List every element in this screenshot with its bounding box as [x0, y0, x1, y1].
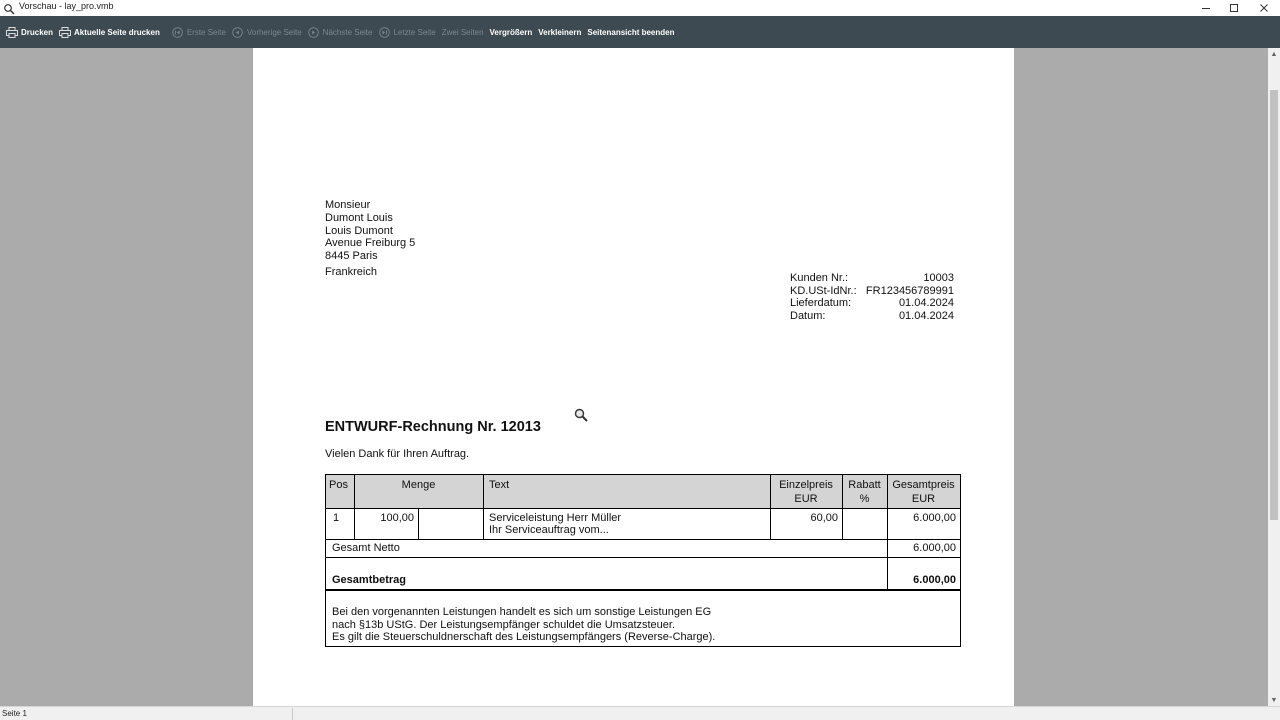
two-pages-button[interactable] — [442, 28, 484, 37]
maximize-icon — [1229, 3, 1239, 13]
row-divider — [326, 557, 960, 558]
row-qty: 100,00 — [380, 512, 414, 524]
row-divider — [326, 539, 960, 540]
status-bar — [0, 706, 1280, 720]
gross-total-value: 6.000,00 — [913, 574, 956, 586]
last-page-icon — [378, 26, 390, 38]
print-current-label: Aktuelle Seite drucken — [74, 27, 160, 37]
address-line: Dumont Louis — [325, 211, 393, 224]
scroll-up-icon[interactable]: ▲ — [1270, 50, 1278, 58]
row-text-line1: Serviceleistung Herr Müller — [489, 512, 622, 524]
printer-icon — [6, 26, 18, 38]
first-page-icon — [172, 26, 184, 38]
next-page-button[interactable] — [308, 26, 373, 38]
reverse-charge-note — [332, 606, 715, 644]
vertical-scrollbar[interactable] — [1268, 48, 1280, 706]
next-page-icon — [308, 26, 320, 38]
next-page-label: Nächste Seite — [322, 27, 373, 37]
maximize-button[interactable] — [1218, 0, 1250, 16]
note-line: nach §13b UStG. Der Leistungsempfänger schuldet die Umsatzsteuer. — [332, 618, 676, 631]
print-label: Drucken — [21, 27, 54, 37]
column-divider — [418, 509, 419, 539]
header-discount: Rabatt — [848, 479, 881, 491]
previous-page-button[interactable] — [232, 26, 302, 38]
date-label: Datum: — [790, 309, 826, 322]
recipient-address — [325, 199, 415, 279]
meta-row-customer — [790, 272, 954, 285]
header-pos: Pos — [329, 479, 348, 491]
printer-icon — [59, 26, 71, 38]
row-unit-price: 60,00 — [810, 512, 838, 524]
zoom-in-button[interactable] — [490, 28, 533, 37]
customer-no-value: 10003 — [923, 272, 954, 284]
net-total-label: Gesamt Netto — [332, 542, 400, 554]
invoice-meta — [790, 272, 954, 322]
close-preview-label: Seitenansicht beenden — [587, 27, 675, 37]
date-value: 01.04.2024 — [898, 309, 954, 322]
preview-app-icon — [3, 2, 15, 14]
address-salutation: Monsieur — [325, 199, 371, 211]
close-icon — [1259, 3, 1269, 13]
row-divider — [326, 589, 960, 591]
zoom-out-label: Verkleinern — [538, 27, 582, 37]
magnifier-cursor-icon — [574, 408, 588, 422]
previous-page-label: Vorherige Seite — [246, 27, 302, 37]
vat-id-label: KD.USt-IdNr.: — [790, 284, 857, 297]
print-current-page-button[interactable] — [59, 26, 160, 38]
two-pages-label: Zwei Seiten — [441, 27, 484, 37]
document-page — [253, 48, 1014, 706]
column-divider — [483, 475, 484, 539]
meta-row-delivery — [790, 297, 954, 310]
header-total-currency: EUR — [911, 493, 936, 505]
invoice-heading: ENTWURF-Rechnung Nr. 12013 — [325, 419, 541, 435]
address-country: Frankreich — [325, 265, 377, 278]
delivery-date-label: Lieferdatum: — [790, 297, 852, 310]
previous-page-icon — [232, 26, 244, 38]
minimize-icon — [1201, 3, 1211, 13]
row-text-line2: Ihr Serviceauftrag vom... — [489, 524, 609, 536]
last-page-label: Letzte Seite — [393, 27, 436, 37]
header-text: Text — [489, 479, 510, 491]
thank-you-text: Vielen Dank für Ihren Auftrag. — [325, 448, 470, 460]
close-preview-button[interactable] — [587, 28, 674, 37]
vat-id-value: FR123456789991 — [865, 284, 954, 297]
meta-row-vat — [790, 285, 954, 298]
preview-toolbar — [0, 16, 1280, 48]
note-line: Es gilt die Steuerschuldnerschaft des Leistungsempfängers (Reverse-Charge). — [332, 631, 716, 644]
window-title: Vorschau - lay_pro.vmb — [19, 1, 114, 11]
row-pos: 1 — [333, 512, 340, 524]
header-unit-price-currency: EUR — [794, 493, 818, 505]
header-unit-price: Einzelpreis — [779, 479, 833, 491]
zoom-out-button[interactable] — [538, 28, 581, 37]
header-discount-unit: % — [859, 493, 870, 505]
header-total: Gesamtpreis — [892, 479, 955, 491]
row-total: 6.000,00 — [913, 512, 956, 524]
title-bar — [0, 0, 1280, 16]
customer-no-label: Kunden Nr.: — [790, 272, 849, 284]
net-total-value: 6.000,00 — [913, 542, 956, 554]
print-button[interactable] — [6, 26, 53, 38]
address-city: 8445 Paris — [325, 250, 378, 263]
invoice-table — [325, 474, 961, 647]
scroll-down-icon[interactable]: ▼ — [1270, 696, 1278, 704]
note-line: Bei den vorgenannten Leistungen handelt es sich um sonstige Leistungen EG — [332, 606, 712, 618]
meta-row-date — [790, 310, 954, 323]
delivery-date-value: 01.04.2024 — [898, 297, 954, 310]
first-page-button[interactable] — [172, 26, 226, 38]
zoom-in-label: Vergrößern — [489, 27, 533, 37]
close-button[interactable] — [1248, 0, 1280, 16]
page-indicator: Seite 1 — [2, 709, 27, 718]
gross-total-label: Gesamtbetrag — [332, 574, 406, 586]
first-page-label: Erste Seite — [186, 27, 226, 37]
address-street: Avenue Freiburg 5 — [325, 237, 416, 250]
address-line: Louis Dumont — [325, 224, 393, 237]
status-separator — [292, 708, 293, 720]
last-page-button[interactable] — [378, 26, 435, 38]
header-qty: Menge — [401, 479, 436, 491]
scrollbar-thumb[interactable] — [1270, 90, 1278, 520]
